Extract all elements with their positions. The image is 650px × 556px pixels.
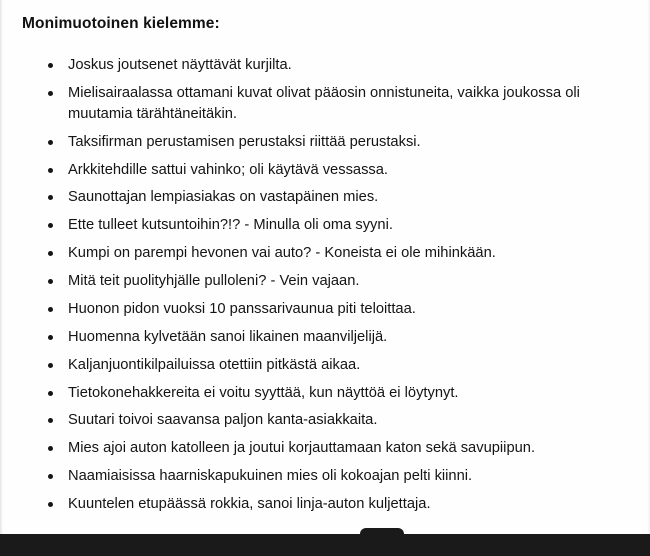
list-item xyxy=(40,327,635,348)
bottom-band xyxy=(0,534,650,556)
list-item xyxy=(40,132,635,153)
list-item-text: Kuuntelen etupäässä rokkia, sanoi linja-auton kuljettaja. xyxy=(68,496,431,512)
list-item-text: Mielisairaalassa ottamani kuvat olivat pääosin onnistuneita, vaikka joukossa oli muutamia tärähtäneitäkin. xyxy=(68,84,580,122)
list-item xyxy=(40,355,635,376)
list-item xyxy=(40,160,635,181)
list-item-text: Arkkitehdille sattui vahinko; oli käytävä vessassa. xyxy=(68,161,389,178)
list-item xyxy=(40,243,635,264)
list-item xyxy=(40,466,635,487)
list-item-text: Saunottajan lempiasiakas on vastapäinen mies. xyxy=(68,189,379,206)
joke-list xyxy=(40,55,635,522)
list-item xyxy=(40,383,635,404)
list-item xyxy=(40,410,635,431)
list-item-text: Tietokonehakkereita ei voitu syyttää, kun näyttöä ei löytynyt. xyxy=(68,384,459,401)
page-title: Monimuotoinen kielemme: xyxy=(22,15,220,32)
page-left-edge xyxy=(0,0,3,534)
list-item xyxy=(40,55,635,76)
list-item-text: Joskus joutsenet näyttävät kurjilta. xyxy=(68,57,292,73)
list-item xyxy=(40,187,635,208)
list-item xyxy=(40,299,635,320)
list-item-text: Kumpi on parempi hevonen vai auto? - Koneista ei ole mihinkään. xyxy=(68,245,496,262)
list-item-text: Mitä teit puolityhjälle pulloleni? - Vein vajaan. xyxy=(68,273,360,289)
list-item-text: Taksifirman perustamisen perustaksi riittää perustaksi. xyxy=(68,133,421,150)
list-item xyxy=(40,271,635,292)
list-item xyxy=(40,438,635,459)
list-item-text: Huomenna kylvetään sanoi likainen maanviljelijä. xyxy=(68,328,388,345)
list-item xyxy=(40,215,635,236)
list-item-text: Mies ajoi auton katolleen ja joutui korjauttamaan katon sekä savupiipun. xyxy=(68,440,536,457)
list-item-text: Huonon pidon vuoksi 10 panssarivaunua piti teloittaa. xyxy=(68,300,416,317)
list-item-text: Naamiaisissa haarniskapukuinen mies oli kokoajan pelti kiinni. xyxy=(68,468,473,485)
list-item xyxy=(40,494,635,515)
list-item-text: Ette tulleet kutsuntoihin?!? - Minulla oli oma syyni. xyxy=(68,217,393,234)
list-item-text: Suutari toivoi saavansa paljon kanta-asiakkaita. xyxy=(68,412,378,429)
list-item-text: Kaljanjuontikilpailuissa otettiin pitkästä aikaa. xyxy=(68,356,361,373)
list-item xyxy=(40,83,635,125)
